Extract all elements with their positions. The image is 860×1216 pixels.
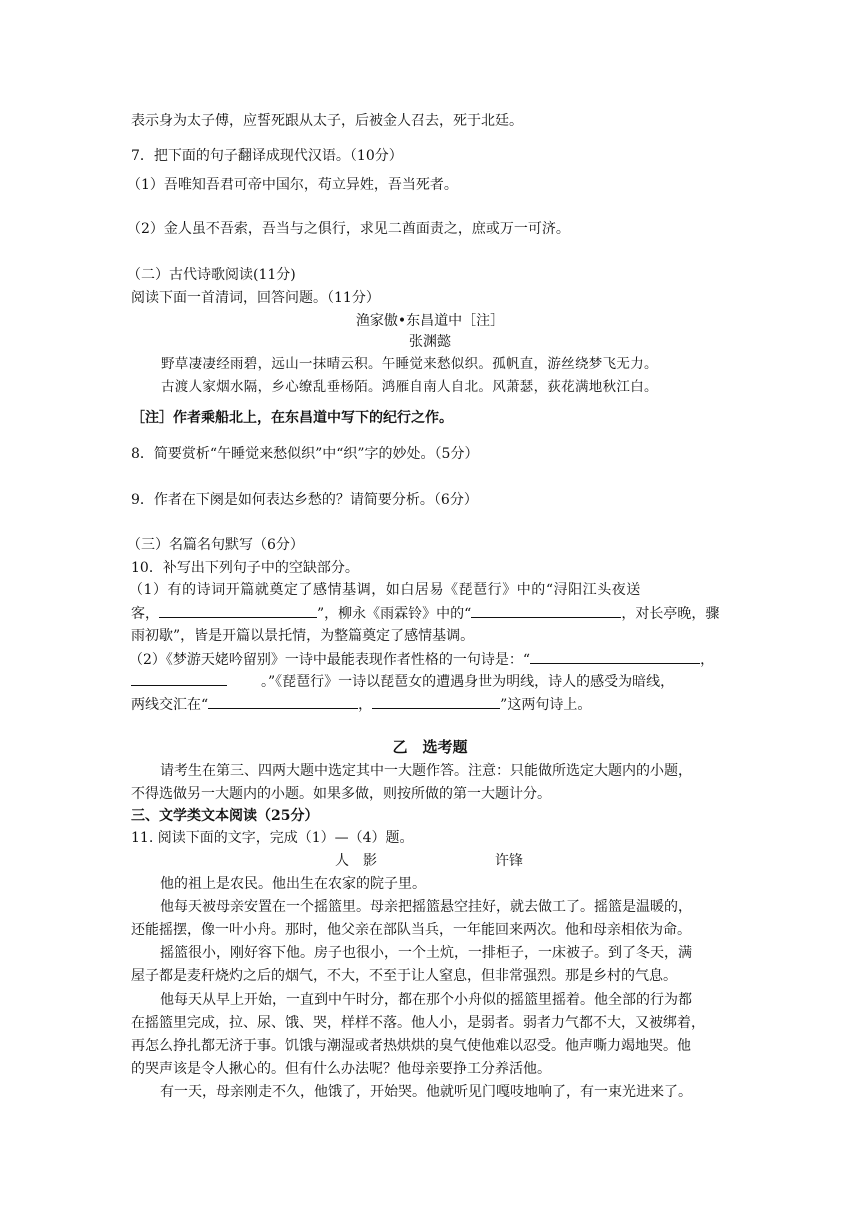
poem-line-2: 古渡人家烟水隔，乡心缭乱垂杨陌。鸿雁自南人自北。风萧瑟，荻花满地秋江白。 xyxy=(161,379,658,395)
answer-blank[interactable] xyxy=(530,649,700,664)
fill-text: ， xyxy=(700,652,715,668)
text-line: 表示身为太子傅，应誓死跟从太子，后被金人召去，死于北廷。 xyxy=(131,113,523,129)
answer-blank[interactable] xyxy=(372,694,500,709)
answer-blank[interactable] xyxy=(159,603,317,618)
story-paragraph-3-cont: 屋子都是麦秆烧灼之后的烟气，不大，不至于让人窒息，但非常强烈。那是乡村的气息。 xyxy=(131,968,677,984)
question-8: 8．简要赏析“午睡觉来愁似织”中“织”字的妙处。（5分） xyxy=(131,446,479,462)
question-10: 10．补写出下列句子中的空缺部分。 xyxy=(131,560,359,576)
question-10-2-line-b xyxy=(131,671,674,692)
story-paragraph-4-cont: 再怎么挣扎都无济于事。饥饿与潮湿或者热烘烘的臭气使他难以忍受。他声嘶力竭地哭。他 xyxy=(131,1038,691,1054)
fill-text: 客， xyxy=(131,606,159,622)
fill-text: （2）《梦游天姥吟留别》一诗中最能表现作者性格的一句诗是：“ xyxy=(129,652,531,668)
fill-text: 。”《琵琶行》一诗以琵琶女的遭遇身世为明线，诗人的感受为暗线， xyxy=(261,674,675,690)
answer-blank[interactable] xyxy=(131,671,227,686)
poem-line-1: 野草凄凄经雨碧，远山一抹晴云积。午睡觉来愁似织。孤帆直，游丝绕梦飞无力。 xyxy=(161,356,658,372)
story-paragraph-1: 他的祖上是农民。他出生在农家的院子里。 xyxy=(160,876,426,892)
poem-instruction: 阅读下面一首清词，回答问题。（11分） xyxy=(131,290,380,306)
question-9: 9．作者在下阕是如何表达乡愁的？请简要分析。（6分） xyxy=(131,492,478,508)
fill-text: 两线交汇在“ xyxy=(131,697,209,713)
elective-section-title: 乙 选考题 xyxy=(392,738,468,756)
question-10-2-line-c xyxy=(131,694,591,715)
story-title: 人 影 xyxy=(335,853,377,869)
question-11: 11. 阅读下面的文字，完成（1）—（4）题。 xyxy=(131,830,414,846)
elective-instruction-1: 请考生在第三、四两大题中选定其中一大题作答。注意：只能做所选定大题内的小题， xyxy=(160,763,692,779)
question-10-1-line-a: （1）有的诗词开篇就奠定了感情基调，如白居易《琵琶行》中的“浔阳江头夜送 xyxy=(129,582,641,598)
fill-text: ，对长亭晚，骤 xyxy=(621,606,720,622)
answer-blank[interactable] xyxy=(471,603,621,618)
story-paragraph-4-cont: 的哭声该是令人揪心的。但有什么办法呢？他母亲要挣工分养活他。 xyxy=(131,1061,551,1077)
story-paragraph-2-cont: 还能摇摆，像一叶小舟。那时，他父亲在部队当兵，一年能回来两次。他和母亲相依为命。 xyxy=(131,922,691,938)
story-paragraph-3: 摇篮很小，刚好容下他。房子也很小，一个土炕，一排柜子，一床被子。到了冬天，满 xyxy=(160,945,692,961)
section-heading-dictation: （三）名篇名句默写（6分） xyxy=(127,537,304,553)
question-7-1: （1）吾唯知吾君可帝中国尔，苟立异姓，吾当死者。 xyxy=(127,177,458,193)
poem-note: ［注］作者乘船北上，在东昌道中写下的纪行之作。 xyxy=(131,410,453,426)
fill-text: ”，柳永《雨霖铃》中的“ xyxy=(317,606,472,622)
story-paragraph-5: 有一天，母亲刚走不久，他饿了，开始哭。他就听见门嘎吱地响了，有一束光进来了。 xyxy=(160,1084,692,1100)
poem-author: 张渊懿 xyxy=(409,334,451,350)
question-10-1-line-c: 雨初歇”，皆是开篇以景托情，为整篇奠定了感情基调。 xyxy=(131,628,475,644)
fill-text: ， xyxy=(358,697,373,713)
question-7-2: （2）金人虽不吾索，吾当与之俱行，求见二酋面责之，庶或万一可济。 xyxy=(127,221,570,237)
story-paragraph-2: 他每天被母亲安置在一个摇篮里。母亲把摇篮悬空挂好，就去做工了。摇篮是温暖的， xyxy=(160,899,692,915)
fill-text: ”这两句诗上。 xyxy=(500,697,592,713)
story-paragraph-4-cont: 在摇篮里完成，拉、尿、饿、哭，样样不落。他人小，是弱者。弱者力气都不大，又被绑着， xyxy=(131,1015,705,1031)
poem-title: 渔家傲•东昌道中［注］ xyxy=(355,313,505,329)
elective-instruction-2: 不得选做另一大题内的小题。如果多做，则按所做的第一大题计分。 xyxy=(131,786,551,802)
question-10-2-line-a xyxy=(129,649,714,670)
answer-blank[interactable] xyxy=(208,694,358,709)
story-paragraph-4: 他每天从早上开始，一直到中午时分，都在那个小舟似的摇篮里摇着。他全部的行为都 xyxy=(160,992,692,1008)
question-7: 7．把下面的句子翻译成现代汉语。（10分） xyxy=(131,148,403,164)
section-heading-poetry: （二）古代诗歌阅读(11分) xyxy=(127,267,296,283)
section-heading-literary: 三、文学类文本阅读（25分） xyxy=(131,808,319,824)
question-10-1-line-b xyxy=(131,603,729,624)
story-author: 许锋 xyxy=(495,853,523,869)
